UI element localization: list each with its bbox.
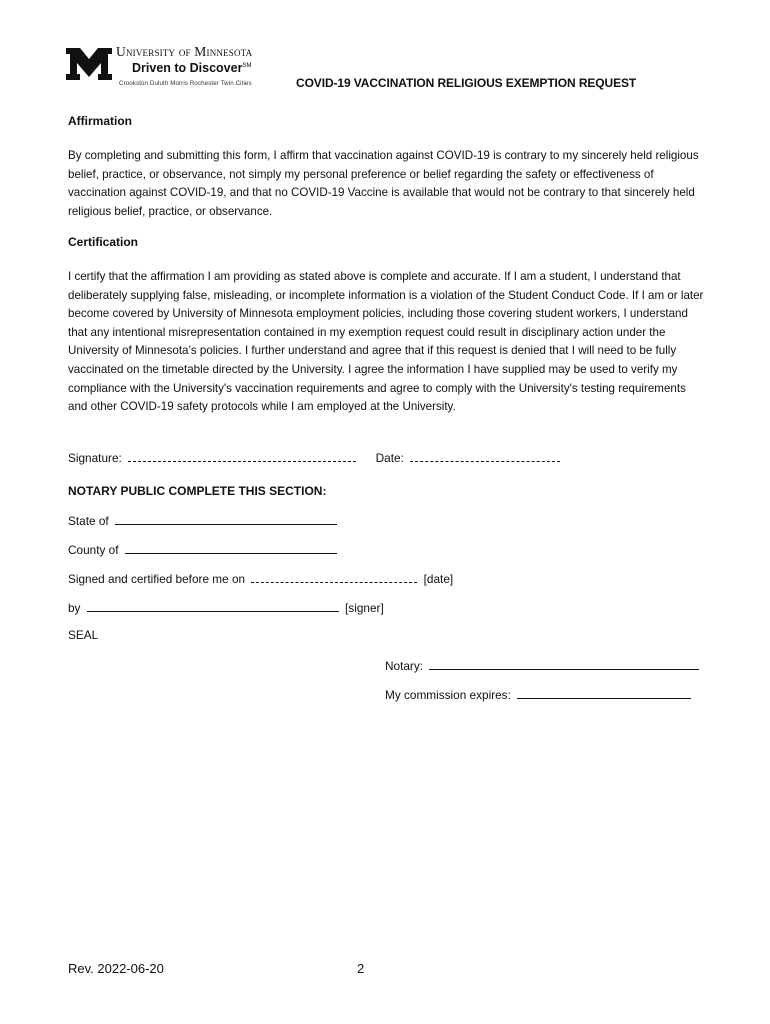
seal-label: SEAL xyxy=(68,628,99,642)
date-label: Date: xyxy=(375,451,404,465)
commission-row xyxy=(385,686,694,702)
signature-row xyxy=(68,449,563,465)
notary-label: Notary: xyxy=(385,659,424,673)
logo-campus-list: Crookston Duluth Morris Rochester Twin Cities xyxy=(119,80,252,87)
university-logo xyxy=(66,44,276,90)
by-label: by xyxy=(68,601,81,615)
date-field[interactable] xyxy=(410,449,560,462)
notary-row xyxy=(385,657,702,673)
by-signer-row xyxy=(68,599,384,615)
document-title: COVID-19 VACCINATION RELIGIOUS EXEMPTION REQUEST xyxy=(296,76,637,90)
affirmation-paragraph: By completing and submitting this form, I affirm that vaccination against COVID-19 is contrary to my sincerely held religious belief, practice, or observance, not simply my personal preference or belief regarding the safety or effectiveness of vaccination against COVID-19, and that no COVID-19 Vaccine is available that would not be contrary to that sincerely held religious belief, practice, or observance. xyxy=(68,149,699,218)
commission-field[interactable] xyxy=(517,686,691,699)
affirmation-heading: Affirmation xyxy=(68,114,132,128)
certification-heading: Certification xyxy=(68,235,139,249)
logo-tagline-text: Driven to Discover xyxy=(132,61,243,75)
block-m-logo-icon xyxy=(66,48,112,80)
notary-field[interactable] xyxy=(429,657,699,670)
revision-date: Rev. 2022-06-20 xyxy=(68,961,164,976)
logo-tagline xyxy=(132,61,251,75)
signature-field[interactable] xyxy=(128,449,356,462)
signer-field[interactable] xyxy=(87,599,339,612)
state-label: State of xyxy=(68,514,109,528)
signer-suffix: [signer] xyxy=(345,601,384,615)
signed-certified-row xyxy=(68,570,453,586)
logo-university-name: University of Minnesota xyxy=(116,44,253,59)
signed-certified-label: Signed and certified before me on xyxy=(68,572,246,586)
state-row xyxy=(68,512,340,528)
county-row xyxy=(68,541,340,557)
signature-label: Signature: xyxy=(68,451,122,465)
commission-label: My commission expires: xyxy=(385,688,511,702)
state-field[interactable] xyxy=(115,512,337,525)
notary-section-heading: NOTARY PUBLIC COMPLETE THIS SECTION: xyxy=(68,484,327,498)
signed-date-suffix: [date] xyxy=(423,572,454,586)
certification-paragraph: I certify that the affirmation I am providing as stated above is complete and accurate. If I am a student, I understand that deliberately supplying false, misleading, or incomplete information is a violation of the Student Conduct Code. If I am or later become covered by University of Minnesota employment policies, including those covering student workers, I understand that any intentional misrepresentation contained in my exemption request could result in disciplinary action under the University of Minnesota’s policies. I further understand and agree that if this request is denied that I will need to be fully vaccinated on the timetable directed by the University. I agree the information I have supplied may be used to verify my compliance with the University's vaccination requirements and agree to comply with the University's testing requirements and other COVID-19 safety protocols while I am employed at the University. xyxy=(68,270,704,414)
county-label: County of xyxy=(68,543,119,557)
logo-trademark: SM xyxy=(242,62,252,69)
signed-date-field[interactable] xyxy=(251,570,417,583)
county-field[interactable] xyxy=(125,541,337,554)
page-number: 2 xyxy=(357,961,365,976)
